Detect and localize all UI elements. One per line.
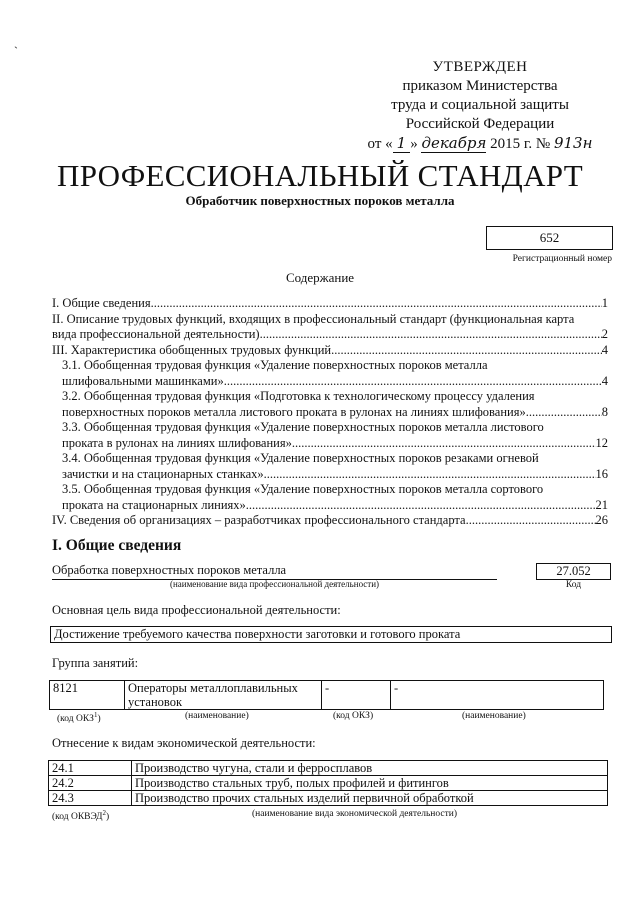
toc-entry-text: 3.1. Обобщенная трудовая функция «Удаление поверхностных пороков металла [62, 358, 488, 372]
toc-entry[interactable] [52, 451, 608, 482]
occupation-name-caption: (наименование) [185, 711, 249, 721]
footnote-mark: 2 [102, 809, 106, 817]
table-row [49, 761, 608, 776]
approval-date [330, 134, 630, 154]
occupation-name: Операторы металлоплавильных установок [125, 681, 322, 710]
registration-label: Регистрационный номер [512, 254, 612, 264]
caption-text: (код ОКЗ [57, 714, 94, 725]
toc-entry[interactable] [52, 296, 608, 312]
table-row [49, 791, 608, 806]
caption-text: ) [105, 812, 110, 823]
toc-entry-text: 3.5. Обобщенная трудовая функция «Удаление поверхностных пороков металла сортового [62, 482, 544, 496]
occupation-code-caption: (код ОКЗ) [333, 711, 374, 721]
toc-entry-page: 26 [595, 513, 608, 527]
toc-entry-text: вида профессиональной деятельности) [52, 327, 260, 341]
toc-entry-text: 3.4. Обобщенная трудовая функция «Удаление поверхностных пороков резаками огневой [62, 451, 539, 465]
econ-code: 24.2 [49, 776, 132, 791]
margin-mark: ` [14, 44, 18, 58]
toc-entry-text: зачистки и на стационарных станках» [62, 466, 264, 481]
econ-name-caption: (наименование вида экономической деятельности) [252, 809, 457, 819]
toc-entry[interactable] [52, 343, 608, 359]
econ-activity-table [48, 760, 608, 806]
caption-text: (код ОКВЭД [52, 812, 103, 823]
date-prefix: от « [367, 136, 393, 152]
toc-entry-page: 21 [595, 497, 608, 512]
approval-line: приказом Министерства [402, 78, 558, 94]
toc-entry-text: III. Характеристика обобщенных трудовых функций [52, 342, 332, 357]
econ-code: 24.3 [49, 791, 132, 806]
table-row [49, 776, 608, 791]
econ-name: Производство чугуна, стали и ферросплавов [132, 761, 608, 776]
toc-entry-page: 12 [595, 435, 608, 450]
caption-text: ) [97, 714, 101, 725]
toc-entry[interactable] [52, 482, 608, 513]
toc-entry[interactable] [52, 389, 608, 420]
approval-line: труда и социальной защиты [391, 97, 569, 113]
document-title: ПРОФЕССИОНАЛЬНЫЙ СТАНДАРТ [57, 158, 583, 193]
econ-name: Производство стальных труб, полых профилей и фитингов [132, 776, 608, 791]
toc-entry-text: шлифовальными машинками» [62, 373, 224, 388]
goal-box: Достижение требуемого качества поверхности заготовки и готового проката [50, 626, 612, 643]
occupation-name: - [391, 681, 604, 710]
toc-entry[interactable] [52, 420, 608, 451]
toc-entry-text: II. Описание трудовых функций, входящих в профессиональный стандарт (функциональная карта [52, 311, 575, 326]
occupation-code: - [322, 681, 391, 710]
toc-entry-text: проката в рулонах на линиях шлифования» [62, 435, 292, 450]
document-subtitle: Обработчик поверхностных пороков металла [185, 193, 455, 208]
occupation-name-caption: (наименование) [462, 711, 526, 721]
econ-code-caption [52, 809, 109, 822]
toc-entry-page: 4 [601, 342, 608, 357]
activity-code: 27.052 [536, 563, 611, 580]
econ-label: Отнесение к видам экономической деятельности: [52, 736, 316, 750]
occupation-code-caption [57, 711, 101, 724]
handwritten-order-number: 913н [553, 134, 593, 152]
footnote-mark: 1 [93, 711, 98, 719]
approval-line: Российской Федерации [405, 116, 555, 132]
toc-entry-page: 1 [601, 296, 608, 310]
toc-title: Содержание [285, 270, 355, 285]
toc-entry-text: поверхностных пороков металла листового проката в рулонах на линиях шлифования» [62, 404, 526, 419]
group-label: Группа занятий: [52, 656, 139, 670]
occupation-table [49, 680, 604, 710]
handwritten-month: декабря [421, 134, 487, 152]
date-mid: » [410, 136, 418, 152]
activity-kind: Обработка поверхностных пороков металла [52, 563, 497, 580]
handwritten-day: 1 [393, 134, 411, 153]
toc-entry-page: 16 [595, 466, 608, 481]
toc-entry-page: 4 [601, 373, 608, 388]
toc-entry-text: 3.3. Обобщенная трудовая функция «Удаление поверхностных пороков металла листового [62, 420, 544, 434]
toc-entry-text: IV. Сведения об организациях – разработчиках профессионального стандарта [52, 513, 466, 527]
toc-entry[interactable] [52, 358, 608, 389]
toc-entry[interactable] [52, 513, 608, 529]
registration-number: 652 [486, 226, 613, 250]
toc-entry[interactable] [52, 312, 608, 343]
approval-title: УТВЕРЖДЕН [432, 59, 528, 75]
goal-label: Основная цель вида профессиональной деятельности: [52, 603, 341, 617]
toc-entry-text: I. Общие сведения [52, 296, 151, 310]
activity-kind-caption: (наименование вида профессиональной деятельности) [169, 579, 380, 589]
econ-name: Производство прочих стальных изделий первичной обработкой [132, 791, 608, 806]
section-heading: I. Общие сведения [52, 537, 182, 554]
activity-code-caption: Код [565, 580, 582, 590]
toc-entry-page: 8 [601, 404, 608, 419]
toc-entry-text: проката на стационарных линиях» [62, 497, 246, 512]
table-of-contents [52, 296, 608, 529]
toc-entry-text: 3.2. Обобщенная трудовая функция «Подготовка к технологическому процессу удаления [62, 389, 535, 403]
table-row [50, 681, 604, 710]
toc-entry-page: 2 [601, 327, 608, 341]
occupation-code: 8121 [50, 681, 125, 710]
approval-block [330, 58, 630, 154]
econ-code: 24.1 [49, 761, 132, 776]
date-year: 2015 г. № [490, 136, 551, 152]
